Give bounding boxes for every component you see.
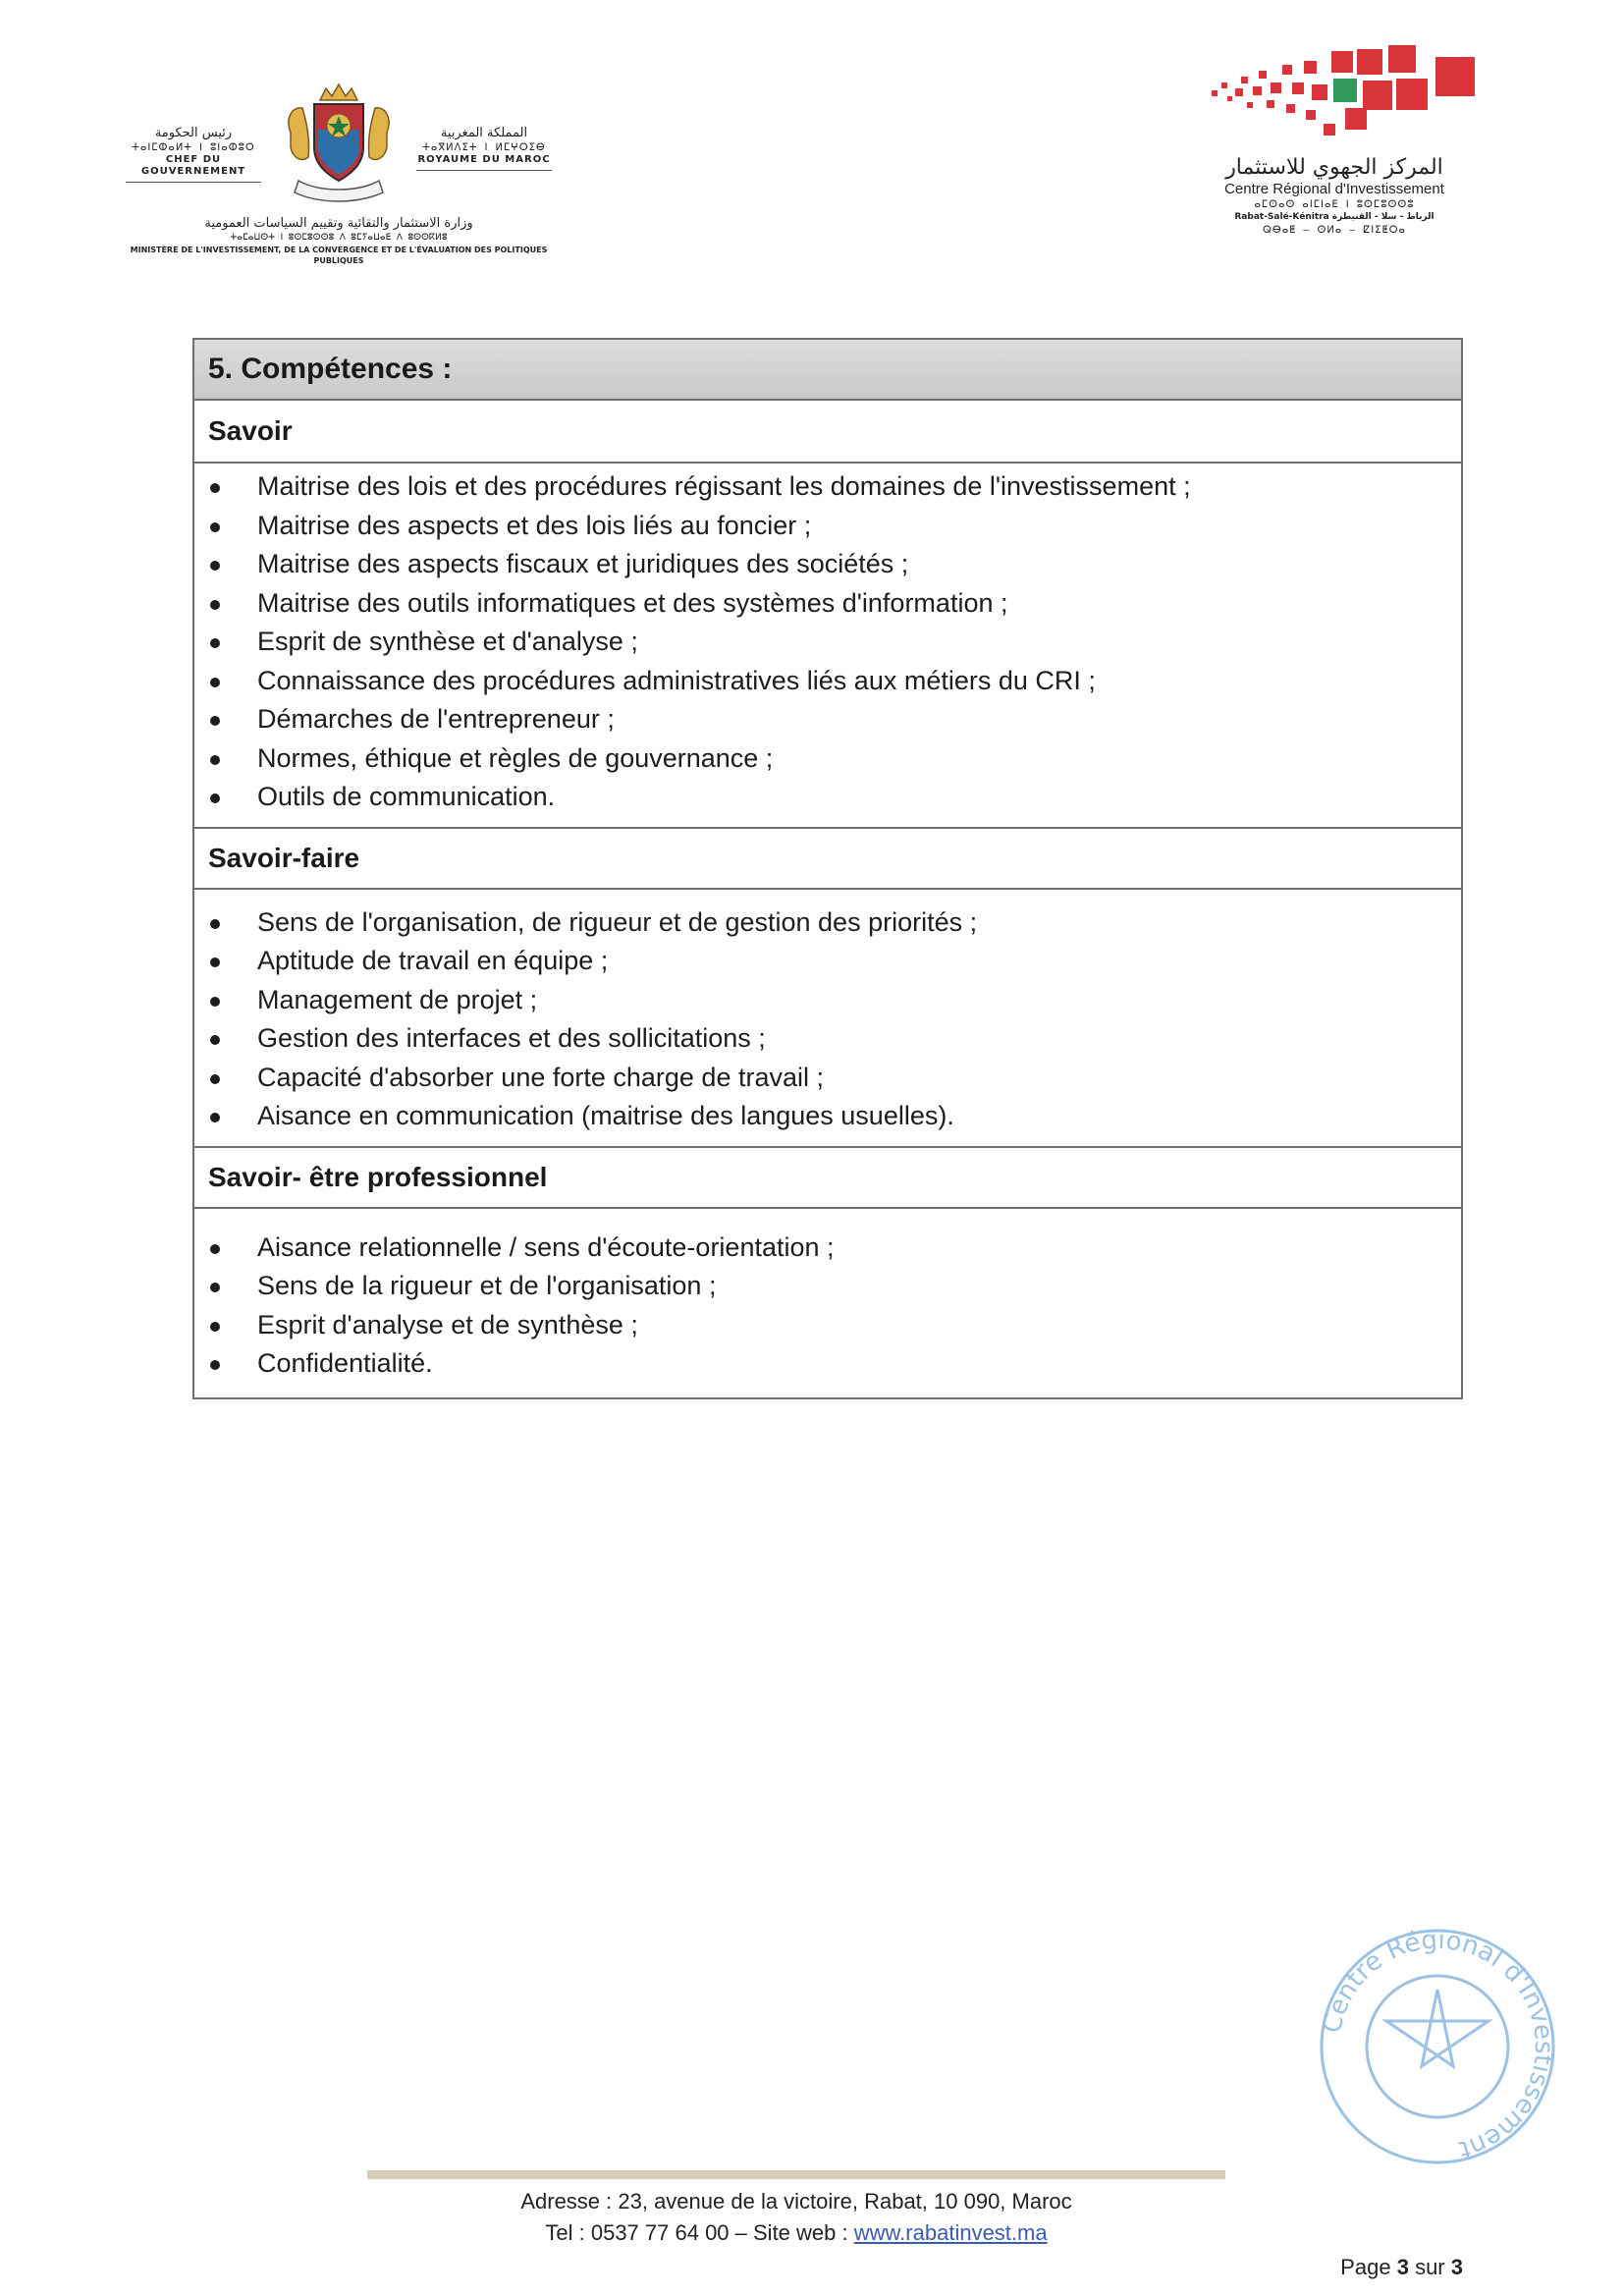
cri-tifinagh-name: ⴰⵎⵙⴰⵙ ⴰⵏⵎⵏⴰⴹ ⵏ ⵓⵙⵎⵓⵙⵙⵓ xyxy=(1254,199,1415,210)
list-item: Démarches de l'entrepreneur ; xyxy=(194,700,1461,739)
ministry-french: MINISTÈRE DE L'INVESTISSEMENT, DE LA CONVERGENCE ET DE L'ÉVALUATION DES POLITIQUES PUBLIQUES xyxy=(130,246,548,265)
kingdom-block xyxy=(416,126,552,171)
footer-contact xyxy=(367,2217,1225,2249)
cri-official-stamp-icon xyxy=(1310,1919,1565,2174)
section-heading-savoir xyxy=(194,401,1461,464)
ministry-tifinagh: ⵜⴰⵎⴰⵡⵙⵜ ⵏ ⵓⵙⵎⵓⵙⵙⵓ ⴷ ⵓⵎⵢⴰⵡⴰⴹ ⴷ ⵓⵙⵙⴽⵍⵓ xyxy=(230,233,448,243)
moroccan-coat-of-arms-icon xyxy=(281,79,397,206)
section-heading-label: Savoir-faire xyxy=(208,842,360,873)
list-item: Connaissance des procédures administratives liés aux métiers du CRI ; xyxy=(194,662,1461,701)
kingdom-french: ROYAUME DU MAROC xyxy=(417,154,551,165)
list-item: Esprit d'analyse et de synthèse ; xyxy=(194,1306,1461,1345)
ministry-arabic: وزارة الاستثمار والتقائية وتقييم السياسات العمومية xyxy=(204,216,473,231)
list-item: Capacité d'absorber une forte charge de travail ; xyxy=(194,1059,1461,1098)
kingdom-arabic: المملكة المغربية xyxy=(440,126,528,140)
section-heading-savoir-faire xyxy=(194,827,1461,890)
list-item: Confidentialité. xyxy=(194,1344,1461,1384)
list-item: Maitrise des aspects fiscaux et juridiques des sociétés ; xyxy=(194,545,1461,584)
page-word: Page xyxy=(1340,2255,1391,2279)
section-body-savoir-etre xyxy=(194,1209,1461,1397)
page-current: 3 xyxy=(1396,2255,1409,2279)
section-heading-savoir-etre xyxy=(194,1146,1461,1209)
section-heading-label: Savoir- être professionnel xyxy=(208,1161,548,1192)
list-item: Management de projet ; xyxy=(194,981,1461,1020)
list-item: Sens de l'organisation, de rigueur et de gestion des priorités ; xyxy=(194,903,1461,943)
svg-text:Centre Régional d'Investisseme xyxy=(1318,1926,1558,2164)
cri-region: Rabat-Salé-Kénitra الرباط - سلا - القنيطرة xyxy=(1234,212,1435,222)
page-total: 3 xyxy=(1450,2255,1463,2279)
list-item: Maitrise des outils informatiques et des systèmes d'information ; xyxy=(194,584,1461,624)
page-number xyxy=(1257,2255,1463,2280)
savoir-list xyxy=(194,467,1461,817)
footer-divider xyxy=(367,2170,1225,2179)
stamp-text: Centre Régional d'Investissement xyxy=(1317,1925,1559,2165)
list-item: Sens de la rigueur et de l'organisation ; xyxy=(194,1267,1461,1306)
list-item: Normes, éthique et règles de gouvernance ; xyxy=(194,739,1461,779)
kingdom-tifinagh: ⵜⴰⴳⵍⴷⵉⵜ ⵏ ⵍⵎⵖⵔⵉⴱ xyxy=(422,142,546,153)
head-of-government-block xyxy=(126,126,261,183)
list-item: Esprit de synthèse et d'analyse ; xyxy=(194,623,1461,662)
cri-pixel-logo-icon xyxy=(1208,45,1483,153)
cri-french-name: Centre Régional d'Investissement xyxy=(1224,181,1444,197)
cri-region-tifinagh: ⵕⴱⴰⵟ – ⵙⵍⴰ – ⵇⵏⵉⵟⵔⴰ xyxy=(1262,225,1407,236)
footer-phone: Tel : 0537 77 64 00 – Site web : xyxy=(545,2220,848,2245)
competences-title: 5. Compétences : xyxy=(208,353,453,385)
section-body-savoir xyxy=(194,464,1461,827)
savoir-faire-list xyxy=(194,903,1461,1136)
list-item: Maitrise des aspects et des lois liés au foncier ; xyxy=(194,507,1461,546)
savoir-etre-list xyxy=(194,1229,1461,1384)
gov-tifinagh: ⵜⴰⵏⵎⵀⴰⵍⵜ ⵏ ⵓⵏⴰⵀⵓⵔ xyxy=(132,142,255,153)
competences-table xyxy=(192,338,1463,1399)
gov-french: CHEF DU GOUVERNEMENT xyxy=(140,154,246,177)
list-item: Maitrise des lois et des procédures régissant les domaines de l'investissement ; xyxy=(194,467,1461,507)
footer-address: Adresse : 23, avenue de la victoire, Rabat, 10 090, Maroc xyxy=(520,2189,1072,2214)
cri-arabic-name: المركز الجهوي للاستثمار xyxy=(1225,155,1443,180)
section-body-savoir-faire xyxy=(194,890,1461,1146)
cri-name-block xyxy=(1192,155,1477,237)
section-heading-label: Savoir xyxy=(208,415,293,446)
list-item: Aptitude de travail en équipe ; xyxy=(194,942,1461,981)
list-item: Aisance relationnelle / sens d'écoute-orientation ; xyxy=(194,1229,1461,1268)
competences-title-row xyxy=(194,340,1461,401)
kingdom-divider xyxy=(416,170,552,171)
cri-header xyxy=(1192,45,1487,261)
website-link[interactable]: www.rabatinvest.ma xyxy=(853,2220,1048,2245)
gov-divider xyxy=(126,182,261,183)
government-header xyxy=(126,79,552,265)
page-sep: sur xyxy=(1415,2255,1445,2279)
list-item: Aisance en communication (maitrise des langues usuelles). xyxy=(194,1097,1461,1136)
gov-arabic: رئيس الحكومة xyxy=(154,126,233,140)
ministry-block xyxy=(126,216,552,266)
list-item: Outils de communication. xyxy=(194,778,1461,817)
list-item: Gestion des interfaces et des sollicitations ; xyxy=(194,1019,1461,1059)
